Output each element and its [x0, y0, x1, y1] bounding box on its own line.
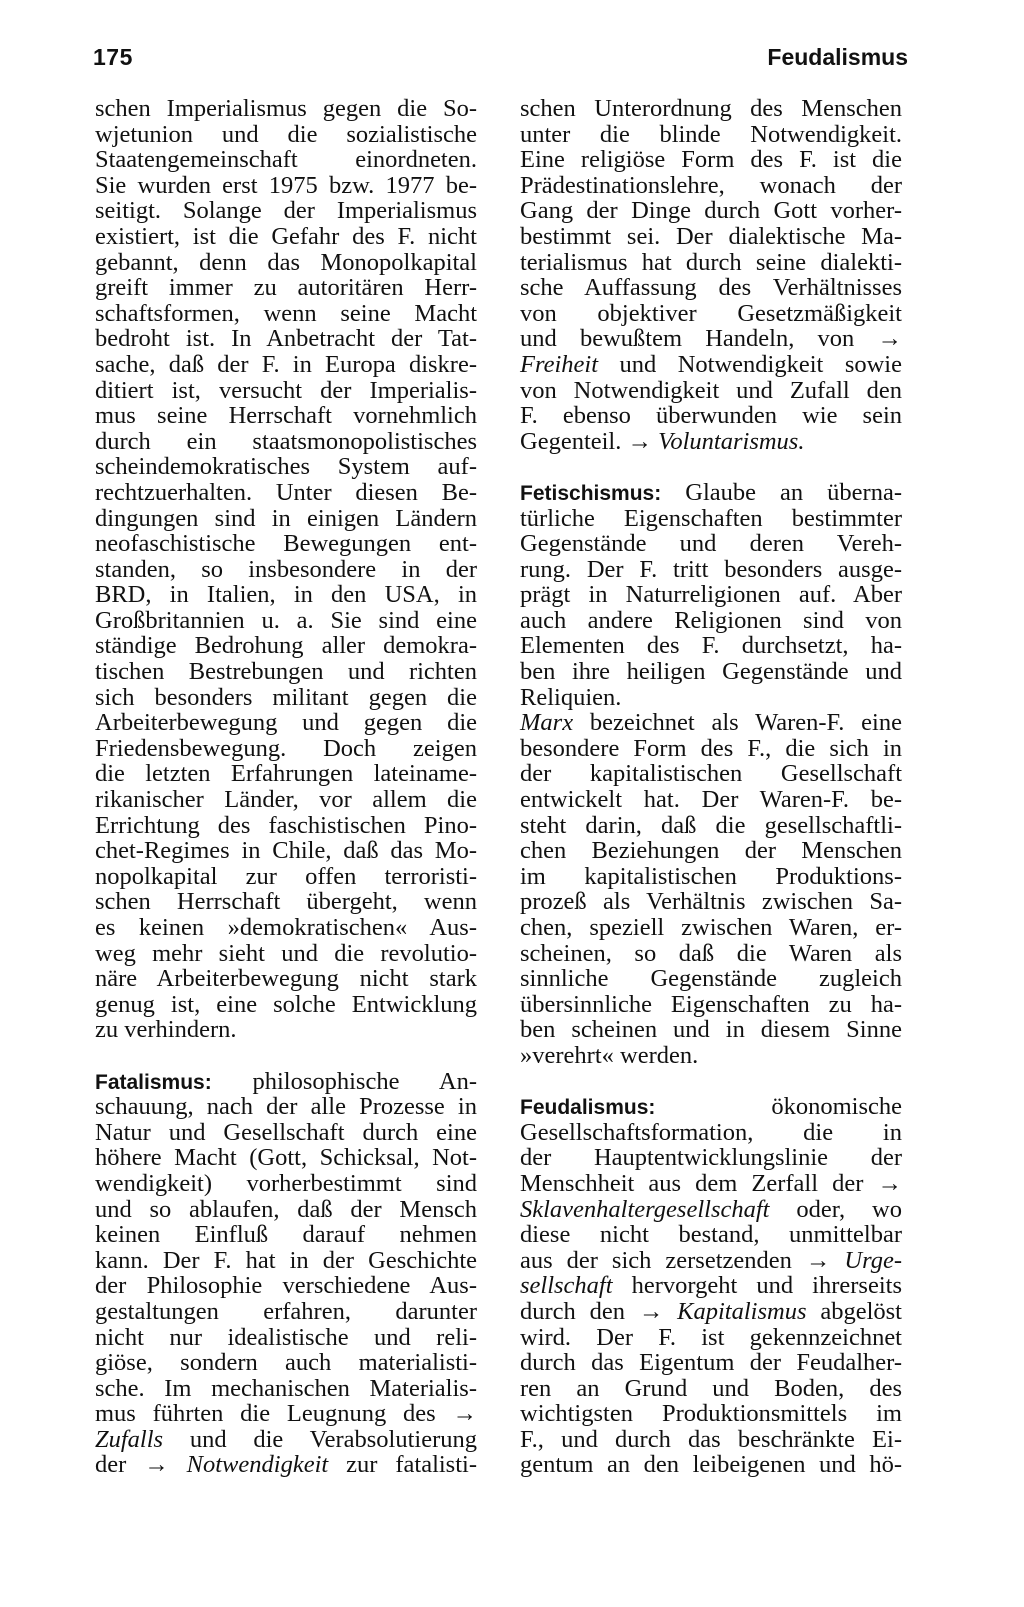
text-line: höhere Macht (Gott, Schicksal, Not-: [95, 1144, 477, 1172]
text-fragment: durch den →: [520, 1297, 678, 1325]
headword-feudalismus: Feudalismus:: [520, 1096, 656, 1120]
text-line: entwickelt hat. Der Waren-F. be-: [520, 786, 902, 814]
right-column: [520, 96, 902, 1478]
definition-start: philosophische An-: [211, 1067, 477, 1095]
entry-fatalismus: [95, 1069, 477, 1479]
text-line: von Notwendigkeit und Zufall den: [520, 376, 902, 404]
text-line: der Hauptentwicklungslinie der: [520, 1144, 902, 1172]
text-line: Gesellschaftsformation, die in: [520, 1118, 902, 1146]
text-line: ditiert ist, versucht der Imperialis-: [95, 376, 477, 404]
text-line: sich besonders militant gegen die: [95, 683, 477, 711]
text-line: durch das Eigentum der Feudalher-: [520, 1349, 902, 1377]
text-line: prozeß als Verhältnis zwischen Sa-: [520, 888, 902, 916]
text-line: sinnliche Gegenstände zugleich: [520, 965, 902, 993]
text-line: [520, 1299, 902, 1325]
text-line: ren an Grund und Boden, des: [520, 1374, 902, 1402]
text-line: Eine religiöse Form des F. ist die: [520, 146, 902, 174]
text-line: genug ist, eine solche Entwicklung: [95, 990, 477, 1018]
text-line: schen Unterordnung des Menschen: [520, 95, 902, 122]
text-line: unter die blinde Notwendigkeit.: [520, 120, 902, 148]
text-line: kann. Der F. hat in der Geschichte: [95, 1246, 477, 1274]
entry-spacer: [520, 1069, 902, 1095]
text-line: existiert, ist die Gefahr des F. nicht: [95, 222, 477, 250]
text-fragment: aus der sich zersetzenden →: [520, 1246, 845, 1274]
text-line: durch ein staatsmonopolistisches: [95, 427, 477, 455]
text-line: Gang der Dinge durch Gott vorher-: [520, 197, 902, 225]
text-line: [95, 1427, 477, 1453]
entry-first-line: [520, 1094, 902, 1120]
text-line: »verehrt« werden.: [520, 1041, 699, 1069]
text-line: [520, 1273, 902, 1299]
text-line: chet-Regimes in Chile, daß das Mo-: [95, 837, 477, 865]
cross-reference-kapitalismus: Kapitalismus: [677, 1297, 807, 1325]
text-line: standen, so insbesondere in der: [95, 555, 477, 583]
text-line: F., und durch das beschränkte Ei-: [520, 1425, 902, 1453]
text-line: besondere Form des F., die sich in: [520, 734, 902, 762]
text-fragment: Gegenteil. →: [520, 427, 659, 455]
text-line: [520, 1197, 902, 1223]
text-line: Natur und Gesellschaft durch eine: [95, 1118, 477, 1146]
text-line: mus führten die Leugnung des →: [95, 1400, 477, 1428]
text-fragment: zur fatalisti-: [328, 1451, 477, 1479]
text-line: neofaschistische Bewegungen ent-: [95, 530, 477, 558]
text-line: [520, 710, 902, 736]
page-number: 175: [93, 44, 133, 70]
text-line: die letzten Erfahrungen lateiname-: [95, 760, 477, 788]
text-line: wichtigsten Produktionsmittels im: [520, 1400, 902, 1428]
text-fragment: der →: [95, 1451, 187, 1479]
text-line: giöse, sondern auch materialisti-: [95, 1349, 477, 1377]
text-line: Sie wurden erst 1975 bzw. 1977 be-: [95, 171, 477, 199]
text-line: prägt in Naturreligionen auf. Aber: [520, 581, 902, 609]
text-line: ben scheinen und in diesem Sinne: [520, 1016, 902, 1044]
text-line: gebannt, denn das Monopolkapital: [95, 248, 477, 276]
text-line: keinen Einfluß darauf nehmen: [95, 1221, 477, 1249]
text-line: sache, daß der F. in Europa diskre-: [95, 350, 477, 378]
entry-spacer: [520, 454, 902, 480]
text-line: dingungen sind in einigen Ländern: [95, 504, 477, 532]
text-fragment: oder, wo: [769, 1195, 902, 1223]
text-line: sche Auffassung des Verhältnisses: [520, 274, 902, 302]
entry-first-line: [520, 480, 902, 506]
text-line: nicht nur idealistische und reli-: [95, 1323, 477, 1351]
text-line: schaftsformen, wenn seine Macht: [95, 299, 477, 327]
text-line: schauung, nach der alle Prozesse in: [95, 1093, 477, 1121]
text-line: Menschheit aus dem Zerfall der →: [520, 1169, 902, 1197]
text-line: von objektiver Gesetzmäßigkeit: [520, 299, 902, 327]
cross-reference-notwendigkeit: Notwendigkeit: [186, 1451, 329, 1479]
cross-reference-zufalls: Zufalls: [95, 1425, 164, 1453]
text-line: Elementen des F. durchsetzt, ha-: [520, 632, 902, 660]
text-line: greift immer zu autoritären Herr-: [95, 274, 477, 302]
text-line: [520, 429, 902, 455]
text-line: rechtzuerhalten. Unter diesen Be-: [95, 478, 477, 506]
text-line: näre Arbeiterbewegung nicht stark: [95, 965, 477, 993]
text-line: Reliquien.: [520, 683, 622, 711]
cross-reference-voluntarismus: Voluntarismus.: [658, 427, 805, 455]
definition-start: Glaube an überna-: [661, 478, 902, 506]
text-line: und bewußtem Handeln, von →: [520, 325, 902, 353]
text-line: und so ablaufen, daß der Mensch: [95, 1195, 477, 1223]
text-line: wjetunion und die sozialistische: [95, 120, 477, 148]
cross-reference-urgesellschaft-cont: sellschaft: [520, 1272, 613, 1300]
text-line: auch andere Religionen sind von: [520, 606, 902, 634]
text-line: bestimmt sei. Der dialektische Ma-: [520, 222, 902, 250]
text-line: mus seine Herrschaft vornehmlich: [95, 402, 477, 430]
text-line: diese nicht bestand, unmittelbar: [520, 1221, 902, 1249]
text-line: rikanischer Länder, vor allem die: [95, 786, 477, 814]
text-line: Großbritannien u. a. Sie sind eine: [95, 606, 477, 634]
text-line: [520, 352, 902, 378]
text-line: tischen Bestrebungen und richten: [95, 658, 477, 686]
text-line: es keinen »demokratischen« Aus-: [95, 914, 477, 941]
text-line: ständige Bedrohung aller demokra-: [95, 632, 477, 660]
entry-first-line: [95, 1069, 477, 1095]
text-line: chen Beziehungen der Menschen: [520, 837, 902, 865]
text-line: nopolkapital zur offen terroristi-: [95, 862, 477, 890]
text-line: rung. Der F. tritt besonders ausge-: [520, 555, 902, 583]
text-line: der kapitalistischen Gesellschaft: [520, 760, 902, 788]
text-line: im kapitalistischen Produktions-: [520, 862, 902, 890]
entry-feudalismus: [520, 1094, 902, 1478]
text-line: seitigt. Solange der Imperialismus: [95, 197, 477, 225]
running-head: Feudalismus: [767, 44, 908, 70]
text-line: schen Imperialismus gegen die So-: [95, 95, 477, 122]
entry-spacer: [95, 1043, 477, 1069]
left-column: [95, 96, 477, 1478]
text-fragment: hervorgeht und ihrerseits: [612, 1272, 902, 1300]
text-line: scheindemokratisches System auf-: [95, 453, 477, 481]
text-line: Arbeiterbewegung und gegen die: [95, 709, 477, 737]
text-line: steht darin, daß die gesellschaftli-: [520, 811, 902, 839]
text-line: chen, speziell zwischen Waren, er-: [520, 914, 902, 941]
text-line: Prädestinationslehre, wonach der: [520, 171, 902, 199]
text-line: zu verhindern.: [95, 1016, 237, 1044]
text-fragment: und Notwendigkeit sowie: [598, 350, 902, 378]
text-line: ben ihre heiligen Gegenstände und: [520, 658, 902, 686]
entry-fetischismus: [520, 480, 902, 1069]
text-line: gestaltungen erfahren, darunter: [95, 1297, 477, 1325]
text-line: terialismus hat durch seine dialekti-: [520, 248, 902, 276]
text-line: türliche Eigenschaften bestimmter: [520, 504, 902, 532]
text-fragment: bezeichnet als Waren-F. eine: [573, 709, 902, 737]
cross-reference-freiheit: Freiheit: [520, 350, 599, 378]
text-line: [95, 1452, 477, 1478]
text-line: wendigkeit) vorherbestimmt sind: [95, 1169, 477, 1197]
text-line: schen Herrschaft übergeht, wenn: [95, 888, 477, 916]
text-line: Friedensbewegung. Doch zeigen: [95, 734, 477, 762]
text-line: Errichtung des faschistischen Pino-: [95, 811, 477, 839]
definition-start: ökonomische: [655, 1093, 902, 1121]
name-marx: Marx: [520, 709, 574, 737]
cross-reference-sklavenhaltergesellschaft: Sklavenhaltergesellschaft: [520, 1195, 770, 1223]
headword-fetischismus: Fetischismus:: [520, 481, 662, 505]
text-line: übersinnliche Eigenschaften zu ha-: [520, 990, 902, 1018]
text-line: der Philosophie verschiedene Aus-: [95, 1272, 477, 1300]
text-line: gentum an den leibeigenen und hö-: [520, 1451, 902, 1479]
text-line: weg mehr sieht und die revolutio-: [95, 939, 477, 967]
text-line: F. ebenso überwunden wie sein: [520, 402, 902, 430]
text-line: wird. Der F. ist gekennzeichnet: [520, 1323, 902, 1351]
cross-reference-urgesellschaft: Urge-: [844, 1246, 902, 1274]
text-line: BRD, in Italien, in den USA, in: [95, 581, 477, 609]
text-line: sche. Im mechanischen Materialis-: [95, 1374, 477, 1402]
text-line: Staatengemeinschaft einordneten.: [95, 146, 477, 174]
text-fragment: abgelöst: [806, 1297, 902, 1325]
text-fragment: und die Verabsolutierung: [163, 1425, 477, 1453]
headword-fatalismus: Fatalismus:: [95, 1070, 212, 1094]
text-line: bedroht ist. In Anbetracht der Tat-: [95, 325, 477, 353]
text-line: Gegenstände und deren Vereh-: [520, 530, 902, 558]
text-line: scheinen, so daß die Waren als: [520, 939, 902, 967]
text-line: [520, 1248, 902, 1274]
